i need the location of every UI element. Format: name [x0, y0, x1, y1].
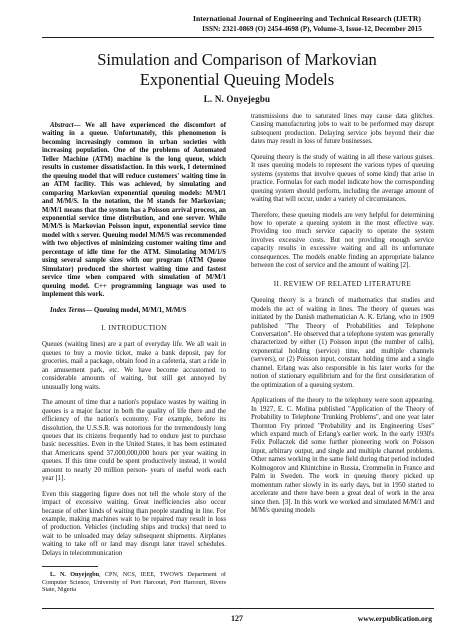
title-line-2: Exponential Queuing Models — [139, 70, 335, 89]
abstract-label: Abstract — [50, 122, 74, 129]
title-line-1: Simulation and Comparison of Markovian — [97, 50, 377, 69]
review-paragraph-1: Queuing theory is a branch of mathematics that studies and models the act of waiting in lines. The theory of queues was initiated by the Danish mathematician A. K. Erlang, who in 1909 published "The Theory of Probabilities and Telephone Conversation". He observed that a telephone system was generally characterized by either (1) Poisson input (the number of calls), exponential holding (service) time, and multiple channels (servers), or (2) Poisson input, constant holding time and a single channel. Erlang was also responsible in his later works for the notion of stationary equilibrium and for the first consideration of the optimization of a queuing system. — [251, 297, 434, 389]
right-column — [251, 113, 434, 522]
abstract-text: — We all have experienced the discomfort of waiting in a queue. Unfortunately, this phenomenon is becoming increasingly common in urban societies with increasing population. One of the problems of Automated Teller Machine (ATM) machine is the long queue, which results in customer dissatisfaction. In this work, I determined the queuing model that will reduce customers' waiting time in an ATM facility. This was achieved, by simulating and comparing Markovian exponential queuing models: M/M/1 and M/M/S. In the notation, the M stands for Markovian; M/M/1 means that the system has a Poisson arrival process, an exponential service time distribution, and one server. While M/M/S is Markovian Poisson input, exponential service time model with s server. Queuing model M/M/S was recommended with two objectives of minimizing customer waiting time and percentage of idle time for the ATM. Simulating M/M/1/S using several sample sizes with our program (ATM Queue Simulator) produced the shortest waiting time and fastest service time when compared with simulation of M/M/1 queuing model. C++ programming language was used to implement this work. — [42, 122, 226, 299]
header-rule — [42, 37, 434, 38]
index-terms-text: — Queuing model, M/M/1, M/M/S — [85, 306, 187, 314]
footnote-rule — [42, 566, 98, 567]
paper-title — [0, 50, 474, 90]
publisher-site: www.erpublication.org — [357, 614, 432, 623]
journal-issn: ISSN: 2321-0869 (O) 2454-4698 (P), Volume-3, Issue-12, December 2015 — [202, 25, 422, 33]
index-terms-label: Index Terms — [50, 306, 86, 314]
footer-rule — [42, 608, 434, 609]
right-paragraph-2: Queuing theory is the study of waiting in all these various guises. It uses queuing models to represent the various types of queuing systems (systems that involve queues of some kind) that arise in practice. Formulas for each model indicate how the corresponding queuing system should perform, including the average amount of waiting that will occur, under a variety of circumstances. — [251, 153, 434, 204]
author-footnote — [42, 571, 226, 594]
page-number: 127 — [231, 614, 243, 623]
footnote-text: , CPN, NCS, IEEE, TWOWS Department of Computer Science, University of Port Harcourt, Port Harcourt, Rivers State, Nigeria — [42, 571, 226, 594]
journal-header — [0, 13, 474, 35]
abstract — [42, 122, 226, 300]
author: L. N. Onyejegbu — [203, 94, 271, 104]
intro-paragraph-2: The amount of time that a nation's populace wastes by waiting in queues is a major factor in both the quality of life there and the efficiency of the nation's economy. For example, before its dissolution, the U.S.S.R. was notorious for the tremendously long queues that its citizens frequently had to endure just to purchase basic necessities. Even in the United States, it has been estimated that Americans spend 37,000,000,000 hours per year waiting in queues. If this time could be spent productively instead, it would amount to nearly 20 million person- years of useful work each year [1]. — [42, 399, 226, 483]
left-column — [42, 122, 226, 601]
intro-paragraph-1: Queues (waiting lines) are a part of everyday life. We all wait in queues to buy a movie ticket, make a bank deposit, pay for groceries, mail a package, obtain food in a cafeteria, start a ride in an amusement park, etc. We have become accustomed to considerable amounts of waiting, but still get annoyed by unusually long waits. — [42, 341, 226, 391]
index-terms — [42, 307, 226, 315]
section-heading-introduction: I. INTRODUCTION — [101, 323, 167, 332]
intro-paragraph-3: Even this staggering figure does not tell the whole story of the impact of excessive waiting. Great inefficiencies also occur because of other kinds of waiting than people standing in line. For example, making machines wait to be repaired may result in loss of production. Vehicles (including ships and trucks) that need to wait to be unloaded may delay subsequent shipments. Airplanes waiting to take off or land may disrupt later travel schedules. Delays in telecommunication — [42, 490, 226, 557]
right-paragraph-1: transmissions due to saturated lines may cause data glitches. Causing manufacturing jobs to wait to be performed may disrupt subsequent production. Delaying service jobs beyond their due dates may result in loss of future businesses. — [251, 113, 434, 146]
journal-name: International Journal of Engineering and Technical Research (IJETR) — [193, 14, 421, 23]
review-paragraph-2: Applications of the theory to the telephony were soon appearing. In 1927, E. C. Molina published "Application of the Theory of Probability to Telephone Trunking Problems", and one year later Thornton Fry printed "Probability and its Engineering Uses" which expand much of Erlang's earlier work. In the early 1930's Felix Pollaczek did some further pioneering work on Poisson input, arbitrary output, and single and multiple channel problems. Other names working in the same field during that period included Kolmogorov and Khintchine in Russia, Crommelin in France and Palm in Sweden. The work in queuing theory picked up momentum rather slowly in its early days, but in 1950 started to accelerate and there have been a great deal of work in the area since then. [3]. In this work we worked and simulated M/M/1 and M/M/s queuing models — [251, 397, 434, 515]
section-heading-review: II. REVIEW OF RELATED LITERATURE — [273, 279, 412, 288]
right-paragraph-3: Therefore, these queuing models are very helpful for determining how to operate a queuing system in the most effective way. Providing too much service capacity to operate the system involves excessive costs. But not providing enough service capacity results in excessive waiting and all its unfortunate consequences. The models enable finding an appropriate balance between the cost of service and the amount of waiting [2]. — [251, 211, 434, 270]
footnote-author-name: L. N. Onyejegbu — [50, 571, 100, 579]
